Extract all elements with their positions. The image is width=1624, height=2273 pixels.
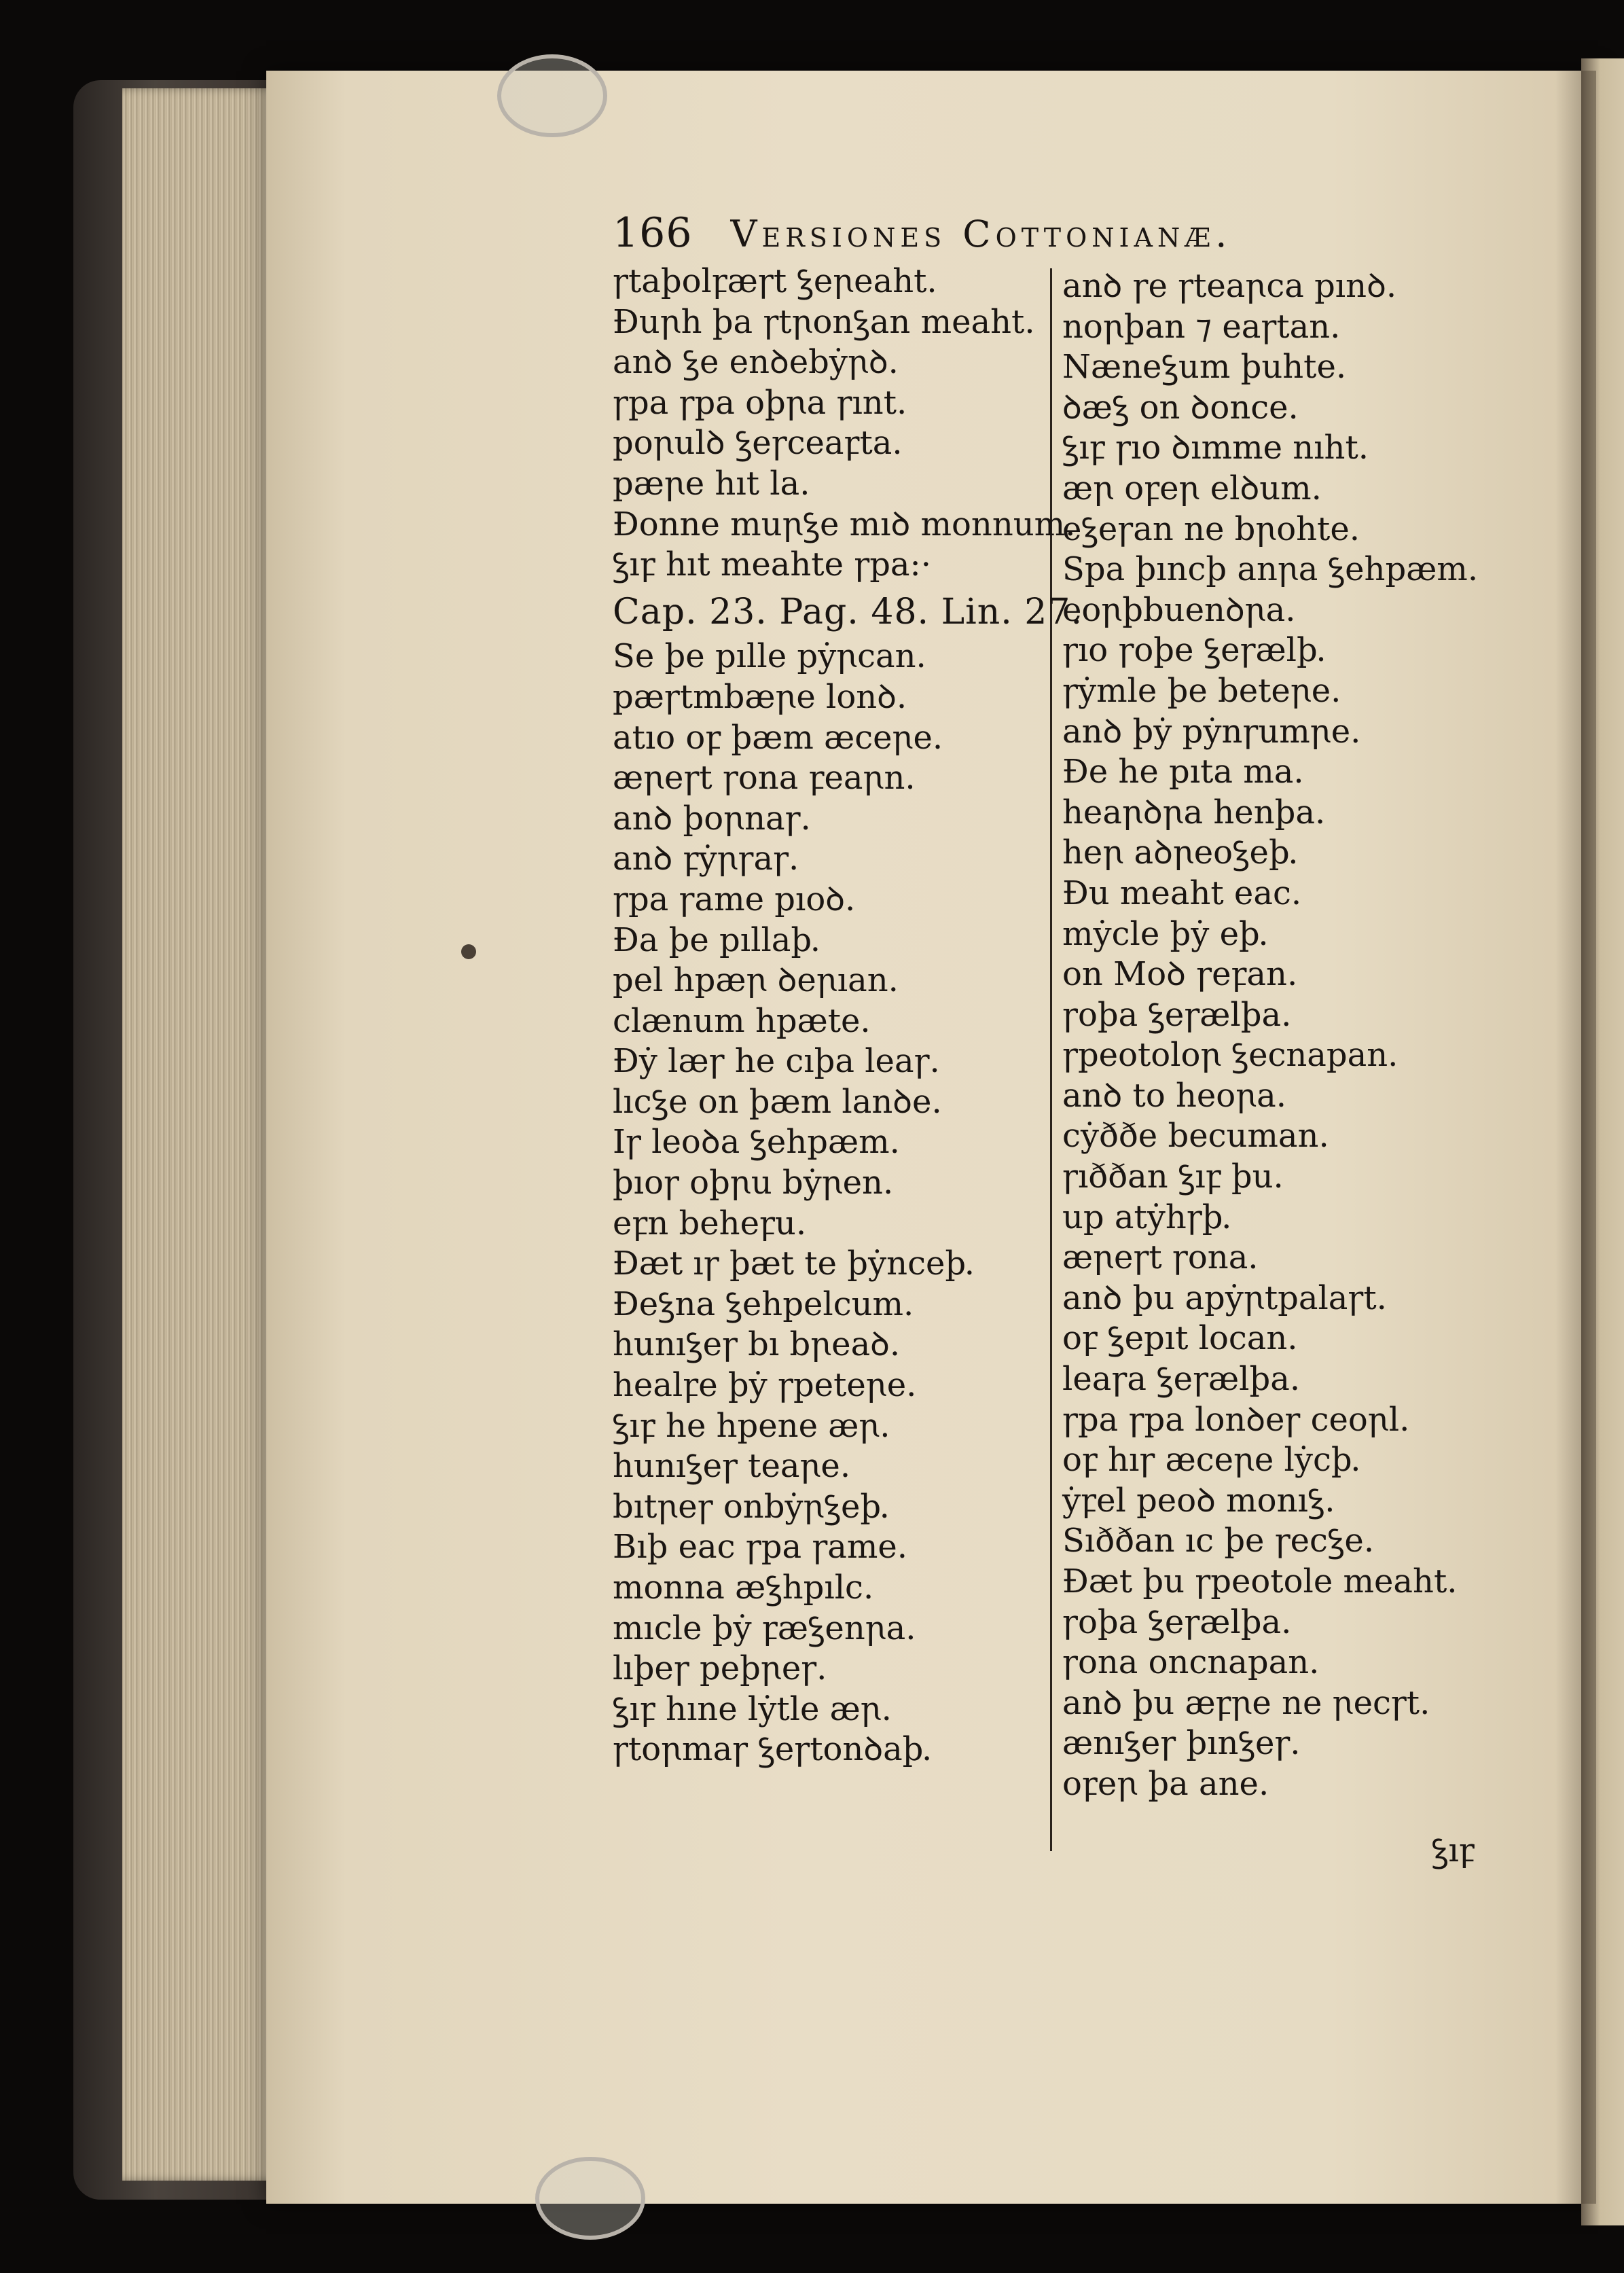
left-lines-before: [613, 262, 1083, 586]
text-line: hunıꝣeꞅ teaꞃe.: [613, 1447, 851, 1486]
text-line: eoꞃþbuenꝺꞃa.: [1062, 590, 1296, 629]
text-line: hunıꝣeꞅ bı bꞃeaꝺ.: [613, 1325, 901, 1364]
text-line: clænum hpæte.: [613, 1001, 871, 1040]
running-title: Versiones Cottonianæ.: [730, 213, 1232, 255]
text-line: ꞅpeotoloꞃ ꝣecnapan.: [1062, 1036, 1399, 1075]
running-header: [613, 209, 1231, 257]
facing-page-sliver: [1591, 251, 1624, 1882]
text-line: bıtꞃeꞅ onbẏꞃꝣeþ.: [613, 1487, 890, 1526]
text-line: ꞅoþa ꝣeꞅælþa.: [1062, 1603, 1292, 1641]
text-line: poꞃulꝺ ꝣeꞅceaꝼta.: [613, 424, 903, 463]
text-line: oꝼeꞃ þa ane.: [1062, 1764, 1269, 1803]
text-line: leaꞅa ꝣeꞅælþa.: [1062, 1360, 1301, 1399]
text-line: anꝺ þu æꝼꞃe ne ꞃecꞅt.: [1062, 1683, 1430, 1722]
text-line: æꞃ oꝼeꞃ elꝺum.: [1062, 469, 1322, 507]
text-line: oꝼ ꝣepıt locan.: [1062, 1319, 1298, 1358]
text-line: Ðẏ læꞅ he cıþa leaꞅ.: [613, 1042, 940, 1081]
text-line: Næneꝣum þuhte.: [1062, 348, 1347, 387]
text-line: lıcꝣe on þæm lanꝺe.: [613, 1082, 942, 1121]
text-line: heꞃ aꝺꞃeoꝣeþ.: [1062, 834, 1299, 872]
text-line: on Moꝺ ꞅeꝼan.: [1062, 955, 1298, 994]
text-line: ꞅona oncnapan.: [1062, 1643, 1320, 1682]
text-line: ꝣıꝼ hıne lẏtle æꞃ.: [613, 1689, 892, 1728]
text-line: healꝼe þẏ ꞅpeteꞃe.: [613, 1366, 917, 1405]
text-line: ꞅpa ꞅpa oþꞃa ꞅınt.: [613, 383, 907, 422]
text-line: oꝼ hıꞅ æceꞃe lẏcþ.: [1062, 1441, 1361, 1480]
text-line: anꝺ þoꞃnaꞅ.: [613, 799, 811, 838]
page-edges: [122, 88, 282, 2181]
catchword: ꝣıꝼ: [1432, 1831, 1475, 1869]
text-line: þıoꞅ oþꞃu bẏꞃen.: [613, 1164, 894, 1202]
text-line: pæꞅtmbæꞃe lonꝺ.: [613, 677, 907, 716]
gutter-shadow: [1555, 71, 1596, 2204]
text-line: Ðonne muꞃꝣe mıꝺ monnum.: [613, 505, 1076, 543]
page-clip-bottom: [535, 2157, 645, 2240]
text-line: ꞅtaþolꝼæꞅt ꝣeꞃeaht.: [613, 262, 937, 300]
text-line: Sıððan ıc þe ꞅecꝣe.: [1062, 1522, 1375, 1560]
text-line: Ða þe pıllaþ.: [613, 920, 820, 959]
text-line: up atẏhꞅþ.: [1062, 1198, 1232, 1236]
text-line: Iꞅ leoꝺa ꝣehpæm.: [613, 1123, 900, 1162]
text-line: Ðæt þu ꞅpeotole meaht.: [1062, 1562, 1458, 1600]
text-line: ꞅıððan ꝣıꝼ þu.: [1062, 1158, 1284, 1196]
chapter-heading: Cap. 23. Pag. 48. Lin. 27.: [613, 591, 1083, 632]
text-line: ꞅẏmle þe beteꞃe.: [1062, 671, 1341, 710]
page-number: 166: [613, 209, 693, 257]
text-line: pel hpæꞃ ꝺeꞃıan.: [613, 961, 899, 1000]
text-line: ꞅpa ꞅame pıoꝺ.: [613, 880, 856, 918]
text-line: monna æꝣhpılc.: [613, 1569, 874, 1607]
text-line: Ðe he pıta ma.: [1062, 753, 1304, 791]
text-line: ꞅtoꞃmaꞅ ꝣeꞅtonꝺaþ.: [613, 1730, 933, 1769]
text-line: ꝣıꝼ he hpene æꞃ.: [613, 1406, 890, 1445]
text-line: anꝺ ꝣe enꝺebẏꞃꝺ.: [613, 343, 899, 382]
text-line: ꝣıꝼ ꞅıo ꝺımme nıht.: [1062, 429, 1369, 467]
text-line: anꝺ þu apẏꞃtpalaꞅt.: [1062, 1278, 1387, 1317]
ink-spot: [461, 944, 476, 959]
left-column: [613, 262, 1083, 1770]
text-line: anꝺ þẏ pẏnꞅumꞃe.: [1062, 712, 1361, 751]
text-line: pæꞃe hıt la.: [613, 464, 810, 503]
text-line: anꝺ to heoꞃa.: [1062, 1076, 1286, 1115]
text-line: anꝺ ꞅe ꞅteaꞃca pınꝺ.: [1062, 267, 1397, 305]
left-lines-after: [613, 637, 1083, 1770]
text-line: Bıþ eac ꞅpa ꞅame.: [613, 1528, 908, 1567]
text-line: eꝣeꞅan ne bꞃohte.: [1062, 509, 1360, 548]
text-line: ẏꝼel peoꝺ monıꝣ.: [1062, 1481, 1335, 1520]
text-line: Ðuꞃh þa ꞅtꞃonꝣan meaht.: [613, 302, 1035, 341]
text-line: atıo oꝼ þæm æceꞃe.: [613, 718, 943, 757]
text-line: noꞃþan ⁊ eaꞅtan.: [1062, 307, 1341, 346]
text-line: ꞅıo ꞅoþe ꝣeꞅælþ.: [1062, 631, 1327, 670]
text-line: lıþeꞅ peþꞃeꞅ.: [613, 1649, 827, 1688]
text-line: ꞅpa ꞅpa lonꝺeꞅ ceoꞃl.: [1062, 1400, 1410, 1439]
right-column: [1062, 266, 1478, 1805]
text-line: mıcle þẏ ꝼæꝣenꞃa.: [613, 1609, 916, 1647]
text-line: cẏððe becuman.: [1062, 1117, 1329, 1156]
page-clip-top: [497, 54, 607, 137]
text-line: heaꞃꝺꞃa henþa.: [1062, 793, 1326, 831]
text-line: Ðu meaht eac.: [1062, 874, 1302, 912]
text-line: Ðeꝣna ꝣehpelcum.: [613, 1285, 914, 1323]
text-line: æꞃeꞅt ꞅona.: [1062, 1238, 1259, 1277]
text-line: Se þe pılle pẏꞃcan.: [613, 637, 926, 676]
text-line: ænıꝣeꞅ þınꝣeꞅ.: [1062, 1724, 1301, 1763]
text-line: anꝺ ꝼẏꞃꞅaꞅ.: [613, 840, 799, 878]
text-line: eꝼn beheꝼu.: [613, 1204, 807, 1242]
text-line: mẏcle þẏ eþ.: [1062, 914, 1269, 953]
text-line: Ðæt ıꞅ þæt te þẏnceþ.: [613, 1245, 975, 1283]
text-line: æꞃeꞅt ꞅona ꝼeaꞃn.: [613, 759, 916, 798]
text-line: ꞅoþa ꝣeꞅælþa.: [1062, 995, 1292, 1034]
text-line: Spa þıncþ anꞃa ꝣehpæm.: [1062, 550, 1479, 589]
text-line: ꝺæꝣ on ꝺonce.: [1062, 388, 1299, 427]
text-line: ꝣıꝼ hıt meahte ꞅpa:·: [613, 545, 931, 584]
